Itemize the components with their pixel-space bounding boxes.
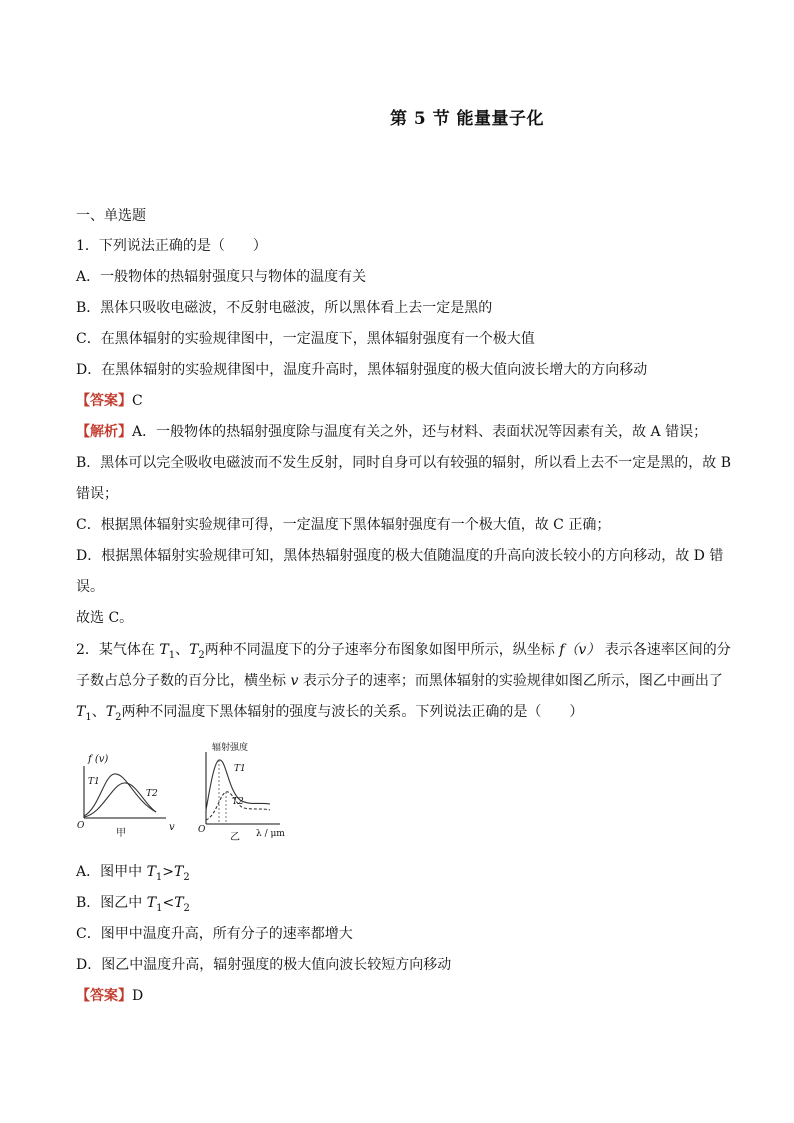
symbol-t: T — [76, 704, 86, 720]
symbol-fv: f（v） — [559, 642, 601, 658]
symbol-t: T — [105, 704, 116, 720]
q1-option-c: C．在黑体辐射的实验规律图中，一定温度下，黑体辐射强度有一个极大值 — [76, 331, 535, 347]
figure-caption: 甲 — [116, 828, 126, 839]
figure-caption: 乙 — [230, 832, 240, 843]
q2-stem-line — [76, 671, 726, 691]
subscript: 1 — [156, 902, 163, 914]
q1-option-b: B．黑体只吸收电磁波，不反射电磁波，所以黑体看上去一定是黑的 — [76, 300, 493, 316]
subscript: 1 — [168, 649, 176, 661]
option-text: B．图乙中 — [76, 895, 147, 911]
q2-option-a — [76, 862, 726, 882]
origin-label: O — [198, 825, 206, 835]
stem-text: 两种不同温度下的分子速率分布图象如图甲所示，纵坐标 — [204, 642, 560, 658]
stem-text: 两种不同温度下黑体辐射的强度与波长的关系。下列说法正确的是（ ） — [121, 704, 584, 720]
section-heading: 一、单选题 — [76, 208, 146, 224]
q2-stem-line — [76, 640, 731, 661]
q1-analysis-line: 误。 — [76, 579, 104, 595]
x-axis-label: λ / μm — [256, 829, 285, 839]
symbol-t: T — [146, 895, 157, 911]
separator: 、 — [175, 642, 190, 658]
subscript: 1 — [155, 871, 163, 883]
q1-analysis-line: 错误； — [76, 486, 118, 502]
symbol-t: T — [189, 642, 199, 658]
subscript: 2 — [198, 649, 205, 661]
analysis-text: A．一般物体的热辐射强度除与温度有关之外，还与材料、表面状况等因素有关，故 A 错误； — [132, 424, 708, 440]
curve-label-t1: T1 — [88, 777, 100, 787]
analysis-tag: 【解析】 — [76, 424, 132, 440]
q1-stem: 1．下列说法正确的是（ ） — [76, 238, 267, 254]
stem-text: 表示分子的速率；而黑体辐射的实验规律如图乙所示，图乙中画出了 — [298, 673, 723, 689]
y-axis-label: 辐射强度 — [212, 743, 249, 753]
operator: > — [162, 864, 175, 880]
q1-option-d: D．在黑体辐射的实验规律图中，温度升高时，黑体辐射强度的极大值向波长增大的方向移动 — [76, 362, 648, 378]
curve-label-t2: T2 — [232, 797, 244, 807]
q1-analysis-line: C．根据黑体辐射实验规律可得，一定温度下黑体辐射强度有一个极大值，故 C 正确； — [76, 517, 611, 533]
symbol-t: T — [174, 864, 184, 880]
answer-value: C — [132, 393, 143, 409]
q1-answer — [76, 391, 726, 411]
curve-label-t1: T1 — [234, 764, 246, 774]
symbol-t: T — [146, 864, 156, 880]
q1-analysis-line: B．黑体可以完全吸收电磁波而不发生反射，同时自身可以有较强的辐射，所以看上去不一定是黑的，故 B — [76, 455, 732, 471]
y-axis-label: f (v) — [88, 754, 109, 765]
figure-jia — [77, 754, 175, 839]
q2-option-d: D．图乙中温度升高，辐射强度的极大值向波长较短方向移动 — [76, 957, 452, 973]
figure-yi — [198, 741, 285, 843]
option-text: A．图甲中 — [76, 864, 147, 880]
symbol-t: T — [174, 895, 184, 911]
origin-label: O — [77, 821, 85, 831]
q1-conclusion: 故选 C。 — [76, 610, 134, 626]
q2-option-b — [76, 893, 726, 913]
subscript: 1 — [85, 711, 92, 723]
answer-tag: 【答案】 — [76, 988, 132, 1004]
q2-figure — [74, 738, 304, 846]
subscript: 2 — [183, 902, 190, 914]
q1-analysis-line: D．根据黑体辐射实验规律可知，黑体热辐射强度的极大值随温度的升高向波长较小的方向移动，故 D 错 — [76, 548, 724, 564]
q2-stem-line — [76, 702, 726, 722]
answer-tag: 【答案】 — [76, 393, 132, 409]
subscript: 2 — [183, 871, 190, 883]
page-title: 第 5 节 能量量子化 — [389, 109, 545, 129]
q1-analysis-line — [76, 422, 726, 442]
q1-option-a: A．一般物体的热辐射强度只与物体的温度有关 — [76, 269, 367, 285]
operator: < — [162, 895, 175, 911]
subscript: 2 — [115, 711, 122, 723]
separator: 、 — [91, 704, 106, 720]
curve-label-t2: T2 — [146, 789, 158, 799]
x-axis-label: v — [169, 822, 175, 833]
q2-option-c: C．图甲中温度升高，所有分子的速率都增大 — [76, 926, 353, 942]
stem-text: 表示各速率区间的分 — [600, 642, 731, 658]
stem-text: 子数占总分子数的百分比，横坐标 — [76, 673, 291, 689]
symbol-v: v — [290, 673, 299, 689]
symbol-t: T — [159, 642, 169, 658]
answer-value: D — [132, 988, 144, 1004]
q2-answer — [76, 986, 726, 1006]
stem-text: 2．某气体在 — [76, 642, 160, 658]
